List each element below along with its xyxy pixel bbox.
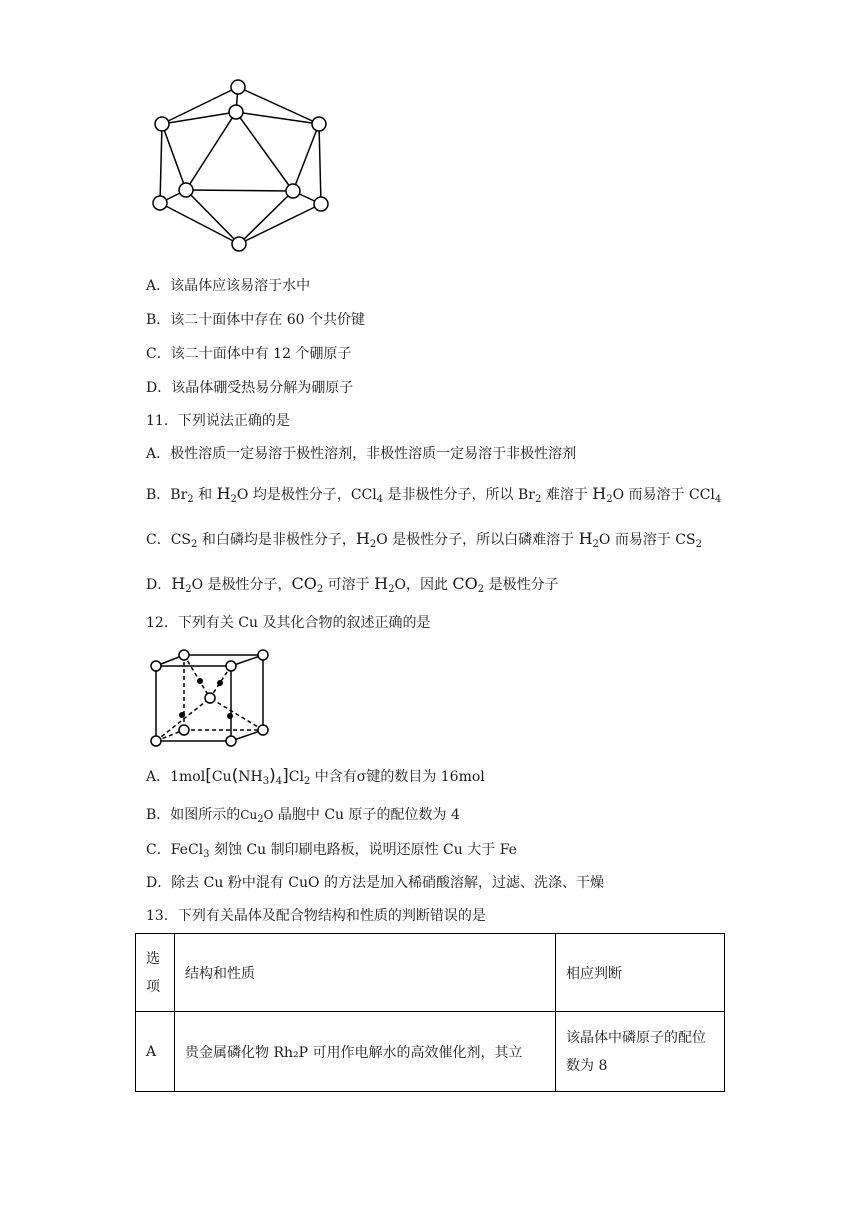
table-header-row xyxy=(136,934,725,1012)
q12-option-d: D．除去 Cu 粉中混有 CuO 的方法是加入稀硝酸溶解，过滤、洗涤、干燥 xyxy=(146,875,604,891)
cu2o-unit-cell-figure xyxy=(148,648,270,748)
q12-stem: 12．下列有关 Cu 及其化合物的叙述正确的是 xyxy=(146,615,431,631)
header-structure: 结构和性质 xyxy=(175,934,556,1012)
q12-option-b: B．如图所示的$Cu_2O$ 晶胞中 Cu 原子的配位数为 4 xyxy=(146,807,460,825)
icosahedron-figure xyxy=(150,76,335,256)
q10-option-d: D．该晶体硼受热易分解为硼原子 xyxy=(146,380,354,396)
q13-stem: 13．下列有关晶体及配合物结构和性质的判断错误的是 xyxy=(146,908,486,924)
q13-table xyxy=(135,933,725,1092)
q11-option-c: C．$CS_2$ 和白磷均是非极性分子，$H_2O$ 是极性分子，所以白磷难溶于 $H_2O$ 而易溶于 $CS_2$ xyxy=(146,529,702,550)
q11-stem: 11．下列说法正确的是 xyxy=(146,413,290,429)
q11-option-a: A．极性溶质一定易溶于极性溶剂，非极性溶质一定易溶于非极性溶剂 xyxy=(146,446,577,462)
row-structure: 贵金属磷化物 Rh₂P 可用作电解水的高效催化剂，其立 xyxy=(175,1012,556,1092)
q10-option-b: B．该二十面体中存在 60 个共价键 xyxy=(146,312,366,328)
q11-option-d: D．$H_2O$ 是极性分子，$CO_2$ 可溶于 $H_2O$，因此 $CO_2$ 是极性分子 xyxy=(146,574,559,595)
q12-option-c: C．FeCl$_3$ 刻蚀 Cu 制印刷电路板，说明还原性 Cu 大于 Fe xyxy=(146,842,517,860)
q10-option-a: A．该晶体应该易溶于水中 xyxy=(146,278,311,294)
row-option: A xyxy=(136,1012,175,1092)
header-option: 选 项 xyxy=(136,934,175,1012)
header-judgment: 相应判断 xyxy=(556,934,725,1012)
row-judgment: 该晶体中磷原子的配位 数为 8 xyxy=(556,1012,725,1092)
q11-option-b: B．$Br_2$ 和 $H_2O$ 均是极性分子，CCl$_4$ 是非极性分子，所以 $Br_2$ 难溶于 $H_2O$ 而易溶于 CCl$_4$ xyxy=(146,484,722,505)
q12-option-a: A．$1mol[Cu(NH_3)_4]Cl_2$ 中含有σ键的数目为 16mol xyxy=(146,766,485,787)
q10-option-c: C．该二十面体中有 12 个硼原子 xyxy=(146,346,352,362)
table-row xyxy=(136,1012,725,1092)
